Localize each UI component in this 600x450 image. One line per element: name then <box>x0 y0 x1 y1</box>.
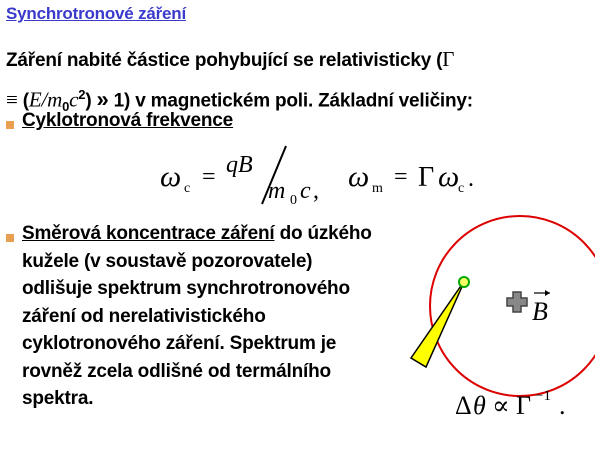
vector-arrow-head <box>545 290 550 296</box>
bullet-icon <box>6 121 14 129</box>
intro-text-1: Záření nabité částice pohybující se relativisticky ( <box>6 50 443 71</box>
omega-c2-sub: c <box>458 181 465 196</box>
bullet-icon <box>6 234 14 242</box>
radiation-cone <box>411 280 465 367</box>
diagram-period: . <box>559 391 566 420</box>
comma: , <box>313 178 319 204</box>
theta-symbol: θ <box>473 391 486 420</box>
B-vector-label: B <box>532 297 548 326</box>
m-zero-sub: 0 <box>290 193 297 208</box>
mass-subscript: 0 <box>62 99 70 115</box>
mass-symbol: m <box>47 87 63 112</box>
eq-1: = <box>202 164 216 190</box>
field-direction-icon <box>507 292 527 312</box>
omega-m-sub: m <box>372 181 383 196</box>
particle-icon <box>459 277 469 287</box>
para-underlined: Směrová koncentrace záření <box>22 223 275 244</box>
gamma-symbol: Γ <box>442 47 455 71</box>
page-title: Synchrotronové záření <box>6 4 187 23</box>
period: . <box>468 166 474 192</box>
omega-c-sub: c <box>184 181 191 196</box>
energy-symbol: E <box>28 87 42 112</box>
c-denominator: c <box>300 178 311 204</box>
paren-close: ) <box>85 90 97 112</box>
synchrotron-diagram <box>395 200 595 440</box>
slash: / <box>41 87 48 112</box>
omega-m: ω <box>348 160 370 193</box>
intro-text-2: 1) v magnetickém poli. Základní veličiny: <box>108 90 473 112</box>
gamma-formula: Γ <box>418 162 435 193</box>
gamma-diagram: Γ <box>516 391 532 420</box>
much-greater-symbol: » <box>96 86 109 112</box>
gamma-exponent: −1 <box>535 388 551 404</box>
c-superscript: 2 <box>78 87 86 102</box>
heading-cyclotron-frequency: Cyklotronová frekvence <box>22 110 234 131</box>
equiv-symbol: ≡ <box>6 87 18 112</box>
delta-symbol: Δ <box>455 391 472 420</box>
omega-c: ω <box>160 160 182 193</box>
propto-symbol: ∝ <box>492 391 510 420</box>
omega-c-2: ω <box>438 160 460 193</box>
c-symbol: c <box>69 87 79 112</box>
qB-numerator: qB <box>226 152 253 178</box>
para-rest: do úzkého kužele (v soustavě pozorovatele) odlišuje spektrum synchrotronového záření od nerelativistického cyklotronového záření. Spektrum je rovněž zcela odlišné od termálního spektra. <box>22 223 372 409</box>
eq-2: = <box>394 164 408 190</box>
paren-open: ( <box>17 90 29 112</box>
directional-concentration-paragraph <box>22 220 382 413</box>
m-denominator: m <box>268 178 286 204</box>
